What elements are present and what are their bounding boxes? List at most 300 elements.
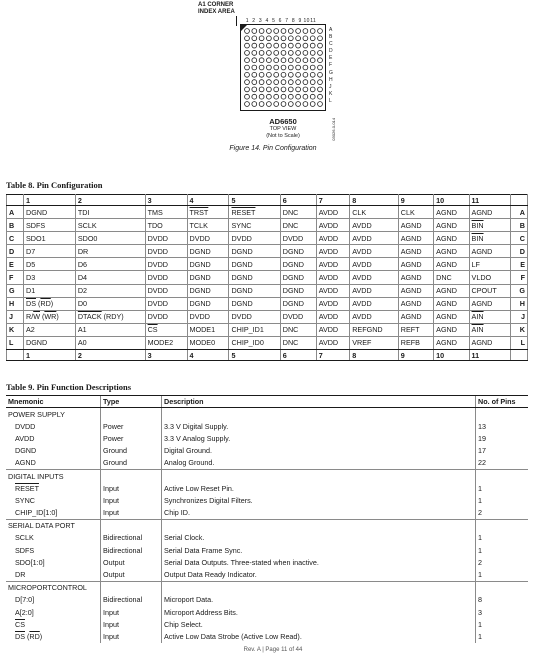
scale-note: (Not to Scale): [266, 133, 300, 139]
pin-cell: DVDD: [145, 232, 187, 245]
pin-cell: DVDD: [145, 284, 187, 297]
row-label: A: [7, 206, 24, 219]
pin-cell: AVDD: [350, 232, 399, 245]
ball-L3: [259, 102, 264, 107]
table-row: [6, 630, 528, 642]
figure-id: 03026-0-014: [331, 118, 336, 141]
pin-cell: AVDD: [316, 206, 350, 219]
ball-C5: [274, 43, 279, 48]
pin-cell: AVDD: [350, 258, 399, 271]
table-row: [6, 594, 528, 606]
table-row: [6, 606, 528, 618]
column-header: Mnemonic: [6, 396, 101, 408]
row-label: A: [511, 206, 528, 219]
ball-H7: [288, 80, 293, 85]
ball-B7: [288, 36, 293, 41]
pin-cell: DVDD: [145, 245, 187, 258]
ball-G7: [288, 72, 293, 77]
empty-cell: [101, 519, 162, 532]
pin-cell: CPOUT: [469, 284, 510, 297]
ball-B5: [274, 36, 279, 41]
pin-cell: D5: [24, 258, 76, 271]
group-name: MICROPORTCONTROL: [6, 581, 101, 594]
table8-title: Table 8. Pin Configuration: [6, 180, 103, 190]
group-name: SERIAL DATA PORT: [6, 519, 101, 532]
ball-E2: [252, 58, 257, 63]
ball-K2: [252, 94, 257, 99]
ball-H6: [281, 80, 286, 85]
ball-J10: [310, 87, 315, 92]
row-label: G: [511, 284, 528, 297]
view-label: TOP VIEW: [269, 126, 297, 132]
mnemonic-cell: AVDD: [15, 433, 35, 443]
row-label: H: [7, 297, 24, 310]
pin-cell: D7: [24, 245, 76, 258]
ball-H1: [245, 80, 250, 85]
ball-H9: [303, 80, 308, 85]
ball-column-number: 6: [278, 18, 282, 24]
pin-cell: AVDD: [316, 310, 350, 323]
ball-A5: [274, 29, 279, 34]
ball-row-letter: K: [329, 90, 333, 97]
pin-cell: AVDD: [350, 284, 399, 297]
ball-H5: [274, 80, 279, 85]
pin-cell: DGND: [229, 297, 280, 310]
pin-cell: DGND: [280, 258, 316, 271]
column-header: 10: [434, 195, 469, 206]
row-label: C: [511, 232, 528, 245]
empty-cell: [476, 581, 529, 594]
ball-C11: [318, 43, 323, 48]
ball-column-number: 4: [265, 18, 269, 24]
description-cell: Serial Data Outputs. Three-stated when inactive.: [162, 556, 476, 568]
column-header: 5: [229, 350, 280, 361]
pin-cell: DVDD: [280, 310, 316, 323]
pin-cell: SDFS: [24, 219, 76, 232]
pin-cell: AGND: [434, 284, 469, 297]
mnemonic-cell: DR: [15, 570, 26, 580]
mnemonic-cell: $\overline{DS}$ $(\overline{RD})$: [15, 631, 43, 641]
pin-cell: AVDD: [316, 219, 350, 232]
column-header: 2: [75, 195, 145, 206]
ball-F9: [303, 65, 308, 70]
pin-cell: TDO: [145, 219, 187, 232]
column-header: 8: [350, 350, 399, 361]
corner-index-marker: [241, 25, 247, 31]
ball-H10: [310, 80, 315, 85]
ball-D9: [303, 51, 308, 56]
mnemonic-cell: AGND: [15, 458, 36, 468]
pin-cell: DVDD: [229, 232, 280, 245]
table-row: [6, 432, 528, 444]
pin-cell: AGND: [434, 232, 469, 245]
page-footer: Rev. A | Page 11 of 44: [243, 647, 303, 653]
ball-K6: [281, 94, 286, 99]
pin-cell: DNC: [280, 336, 316, 349]
ball-K7: [288, 94, 293, 99]
pin-cell: REFB: [398, 336, 433, 349]
empty-cell: [476, 408, 529, 421]
ball-E4: [267, 58, 272, 63]
pin-cell: CHIP_ID0: [229, 336, 280, 349]
ball-K8: [296, 94, 301, 99]
ball-E9: [303, 58, 308, 63]
pin-cell: $\overline{AIN}$: [469, 323, 510, 336]
ball-row-letter: D: [329, 48, 333, 55]
ball-D6: [281, 51, 286, 56]
pin-cell: DGND: [229, 271, 280, 284]
pin-count-cell: 22: [476, 457, 529, 470]
pin-cell: $\overline{BIN}$: [469, 232, 510, 245]
ball-L10: [310, 102, 315, 107]
ball-row-letter: J: [329, 83, 332, 90]
ball-column-number: 10: [303, 18, 310, 24]
column-header: 2: [75, 350, 145, 361]
ball-J11: [318, 87, 323, 92]
ball-L6: [281, 102, 286, 107]
ball-K4: [267, 94, 272, 99]
ball-L7: [288, 102, 293, 107]
row-label: K: [511, 323, 528, 336]
ball-F7: [288, 65, 293, 70]
pin-cell: DGND: [280, 271, 316, 284]
table-row: [6, 618, 528, 630]
row-label: D: [7, 245, 24, 258]
pin-cell: DVDD: [187, 232, 229, 245]
pin-cell: AGND: [434, 310, 469, 323]
pin-cell: AGND: [398, 245, 433, 258]
ball-C3: [259, 43, 264, 48]
ball-row-letter: H: [329, 76, 333, 83]
ball-A10: [310, 29, 315, 34]
pin-cell: DNC: [280, 219, 316, 232]
pin-cell: MODE0: [187, 336, 229, 349]
description-cell: Output Data Ready Indicator.: [162, 568, 476, 581]
ball-F5: [274, 65, 279, 70]
ball-grid: [241, 25, 325, 109]
pin-cell: DGND: [280, 245, 316, 258]
ball-row-letter: A: [329, 27, 333, 33]
group-row: [6, 519, 528, 532]
row-label: B: [511, 219, 528, 232]
pin-cell: A1: [75, 323, 145, 336]
ball-H2: [252, 80, 257, 85]
ball-row-letters: [329, 27, 333, 105]
ball-B2: [252, 36, 257, 41]
header-blank: [7, 195, 24, 206]
ball-F8: [296, 65, 301, 70]
ball-E8: [296, 58, 301, 63]
ball-column-number: 11: [310, 18, 317, 24]
table-row: [7, 271, 528, 284]
pin-cell: AVDD: [316, 323, 350, 336]
ball-G2: [252, 72, 257, 77]
pin-cell: AGND: [469, 297, 510, 310]
group-row: [6, 408, 528, 421]
pin-cell: AVDD: [350, 310, 399, 323]
pin-count-cell: 1: [476, 618, 529, 630]
ball-G6: [281, 72, 286, 77]
description-cell: Analog Ground.: [162, 457, 476, 470]
pin-cell: AVDD: [316, 271, 350, 284]
pin-cell: AGND: [398, 258, 433, 271]
ball-column-number: 1: [245, 18, 249, 24]
table-row: [6, 568, 528, 581]
ball-J3: [259, 87, 264, 92]
row-label: L: [511, 336, 528, 349]
ball-D1: [245, 51, 250, 56]
ball-A1: [245, 29, 250, 34]
ball-G9: [303, 72, 308, 77]
pin-cell: VREF: [350, 336, 399, 349]
pin-cell: DGND: [280, 297, 316, 310]
row-label: E: [7, 258, 24, 271]
pin-cell: DNC: [434, 271, 469, 284]
pin-cell: AGND: [469, 336, 510, 349]
pin-count-cell: 8: [476, 594, 529, 606]
ball-E3: [259, 58, 264, 63]
pin-cell: AGND: [434, 336, 469, 349]
pin-count-cell: 1: [476, 482, 529, 494]
type-cell: Input: [101, 630, 162, 642]
mnemonic-cell: DGND: [15, 446, 37, 456]
row-label: H: [511, 297, 528, 310]
pin-cell: DGND: [229, 284, 280, 297]
ball-K5: [274, 94, 279, 99]
pin-count-cell: 1: [476, 544, 529, 556]
pin-cell: AGND: [398, 297, 433, 310]
ball-A6: [281, 29, 286, 34]
header-blank: [7, 350, 24, 361]
pin-count-cell: 1: [476, 568, 529, 581]
ball-K11: [318, 94, 323, 99]
pin-cell: AVDD: [350, 297, 399, 310]
pin-config-table: [6, 194, 528, 361]
row-label: J: [511, 310, 528, 323]
pin-count-cell: 19: [476, 432, 529, 444]
pin-cell: DGND: [187, 245, 229, 258]
table9-title: Table 9. Pin Function Descriptions: [6, 382, 132, 392]
pin-cell: AGND: [434, 323, 469, 336]
ball-K9: [303, 94, 308, 99]
description-cell: Active Low Data Strobe (Active Low Read).: [162, 630, 476, 642]
pin-cell: DVDD: [145, 258, 187, 271]
pin-cell: SYNC: [229, 219, 280, 232]
pin-cell: CLK: [350, 206, 399, 219]
pin-cell: CHIP_ID1: [229, 323, 280, 336]
description-cell: 3.3 V Analog Supply.: [162, 432, 476, 444]
ball-J5: [274, 87, 279, 92]
ball-E7: [288, 58, 293, 63]
table-row: [7, 258, 528, 271]
type-cell: Bidirectional: [101, 544, 162, 556]
ball-F6: [281, 65, 286, 70]
ball-L9: [303, 102, 308, 107]
group-name: POWER SUPPLY: [8, 409, 65, 419]
ball-G11: [318, 72, 323, 77]
ball-C7: [288, 43, 293, 48]
row-label: L: [7, 336, 24, 349]
ball-D5: [274, 51, 279, 56]
ball-B1: [245, 36, 250, 41]
description-cell: Microport Data.: [162, 594, 476, 606]
row-label: G: [7, 284, 24, 297]
ball-B8: [296, 36, 301, 41]
column-header: 4: [187, 195, 229, 206]
pin-cell: REFT: [398, 323, 433, 336]
group-name: DIGITAL INPUTS: [6, 469, 101, 482]
empty-cell: [162, 469, 476, 482]
table-row: [7, 206, 528, 219]
ball-A3: [259, 29, 264, 34]
type-cell: Ground: [101, 445, 162, 457]
ball-D2: [252, 51, 257, 56]
table-row: [6, 544, 528, 556]
pin-count-cell: 1: [476, 630, 529, 642]
ball-F3: [259, 65, 264, 70]
table-row: [7, 284, 528, 297]
pin-count-cell: 13: [476, 420, 529, 432]
ball-B6: [281, 36, 286, 41]
description-cell: Chip Select.: [162, 618, 476, 630]
pin-cell: DGND: [187, 297, 229, 310]
pin-cell: $\overline{CS}$: [145, 323, 187, 336]
ball-A7: [288, 29, 293, 34]
pin-cell: DVDD: [229, 310, 280, 323]
mnemonic-cell: DVDD: [15, 421, 36, 431]
type-cell: Bidirectional: [101, 594, 162, 606]
pin-cell: DGND: [187, 284, 229, 297]
row-label: J: [7, 310, 24, 323]
pin-cell: $\overline{AIN}$: [469, 310, 510, 323]
pin-cell: LF: [469, 258, 510, 271]
ball-row-letter: F: [329, 62, 333, 69]
ball-D3: [259, 51, 264, 56]
ball-K3: [259, 94, 264, 99]
ball-B4: [267, 36, 272, 41]
table-row: [6, 482, 528, 494]
type-cell: Output: [101, 556, 162, 568]
ball-E11: [318, 58, 323, 63]
pin-cell: AVDD: [316, 258, 350, 271]
description-cell: Chip ID.: [162, 507, 476, 520]
ball-A2: [252, 29, 257, 34]
pin-cell: DNC: [280, 323, 316, 336]
table-row: [7, 245, 528, 258]
table-row: [6, 445, 528, 457]
ball-H3: [259, 80, 264, 85]
ball-F2: [252, 65, 257, 70]
empty-cell: [101, 581, 162, 594]
table9-header-row: [6, 396, 528, 408]
ball-K10: [310, 94, 315, 99]
pin-cell: RESET: [229, 206, 280, 219]
ball-A9: [303, 29, 308, 34]
ball-D4: [267, 51, 272, 56]
ball-H11: [318, 80, 323, 85]
description-cell: Microport Address Bits.: [162, 606, 476, 618]
pin-cell: AVDD: [316, 297, 350, 310]
empty-cell: [101, 408, 162, 421]
pin-cell: DVDD: [280, 232, 316, 245]
column-header: 6: [280, 195, 316, 206]
ball-G8: [296, 72, 301, 77]
column-header: 10: [434, 350, 469, 361]
column-header: 11: [469, 195, 510, 206]
pin-cell: AVDD: [350, 271, 399, 284]
table-row: [6, 556, 528, 568]
row-label: F: [511, 271, 528, 284]
pin-cell: AGND: [398, 310, 433, 323]
ball-L2: [252, 102, 257, 107]
column-header: 6: [280, 350, 316, 361]
ball-row-letter: L: [329, 97, 332, 104]
pin-cell: TRST: [187, 206, 229, 219]
mnemonic-cell: SYNC: [15, 495, 35, 505]
ball-row-letter: C: [329, 41, 333, 48]
ball-B9: [303, 36, 308, 41]
table-row: [7, 310, 528, 323]
pin-cell: AVDD: [316, 245, 350, 258]
pin-cell: AGND: [398, 284, 433, 297]
ball-L5: [274, 102, 279, 107]
row-label: E: [511, 258, 528, 271]
pin-function-table: [6, 395, 528, 643]
pin-cell: DVDD: [145, 271, 187, 284]
ball-D8: [296, 51, 301, 56]
pin-cell: DGND: [187, 258, 229, 271]
type-cell: Input: [101, 618, 162, 630]
ball-J8: [296, 87, 301, 92]
figure-14: [0, 0, 546, 160]
corner-index-arrow: [236, 16, 237, 26]
empty-cell: [101, 469, 162, 482]
pin-cell: REFGND: [350, 323, 399, 336]
pin-cell: AVDD: [350, 245, 399, 258]
mnemonic-cell: SDO[1:0]: [15, 557, 45, 567]
ball-column-number: 7: [285, 18, 289, 24]
chip-name: AD6650: [269, 117, 297, 126]
ball-L4: [267, 102, 272, 107]
pin-cell: TDI: [75, 206, 145, 219]
pin-cell: SDO1: [24, 232, 76, 245]
pin-cell: SDO0: [75, 232, 145, 245]
pin-cell: DR: [75, 245, 145, 258]
description-cell: Digital Ground.: [162, 445, 476, 457]
mnemonic-cell: A[2:0]: [15, 607, 34, 617]
pin-cell: MODE1: [187, 323, 229, 336]
ball-E10: [310, 58, 315, 63]
column-header: 5: [229, 195, 280, 206]
ball-J4: [267, 87, 272, 92]
column-header: Description: [162, 396, 476, 408]
ball-F11: [318, 65, 323, 70]
pin-count-cell: 2: [476, 556, 529, 568]
pin-cell: DVDD: [145, 310, 187, 323]
pin-cell: AGND: [434, 258, 469, 271]
chip-view-note: [240, 126, 326, 140]
pin-cell: AGND: [434, 206, 469, 219]
pin-cell: AGND: [434, 297, 469, 310]
table-row: [7, 336, 528, 349]
pin-cell: $R/\overline{W}$ $(\overline{WR})$: [24, 310, 76, 323]
ball-A4: [267, 29, 272, 34]
empty-cell: [162, 408, 476, 421]
header-blank: [511, 195, 528, 206]
description-cell: Serial Clock.: [162, 532, 476, 544]
ball-C1: [245, 43, 250, 48]
ball-C9: [303, 43, 308, 48]
